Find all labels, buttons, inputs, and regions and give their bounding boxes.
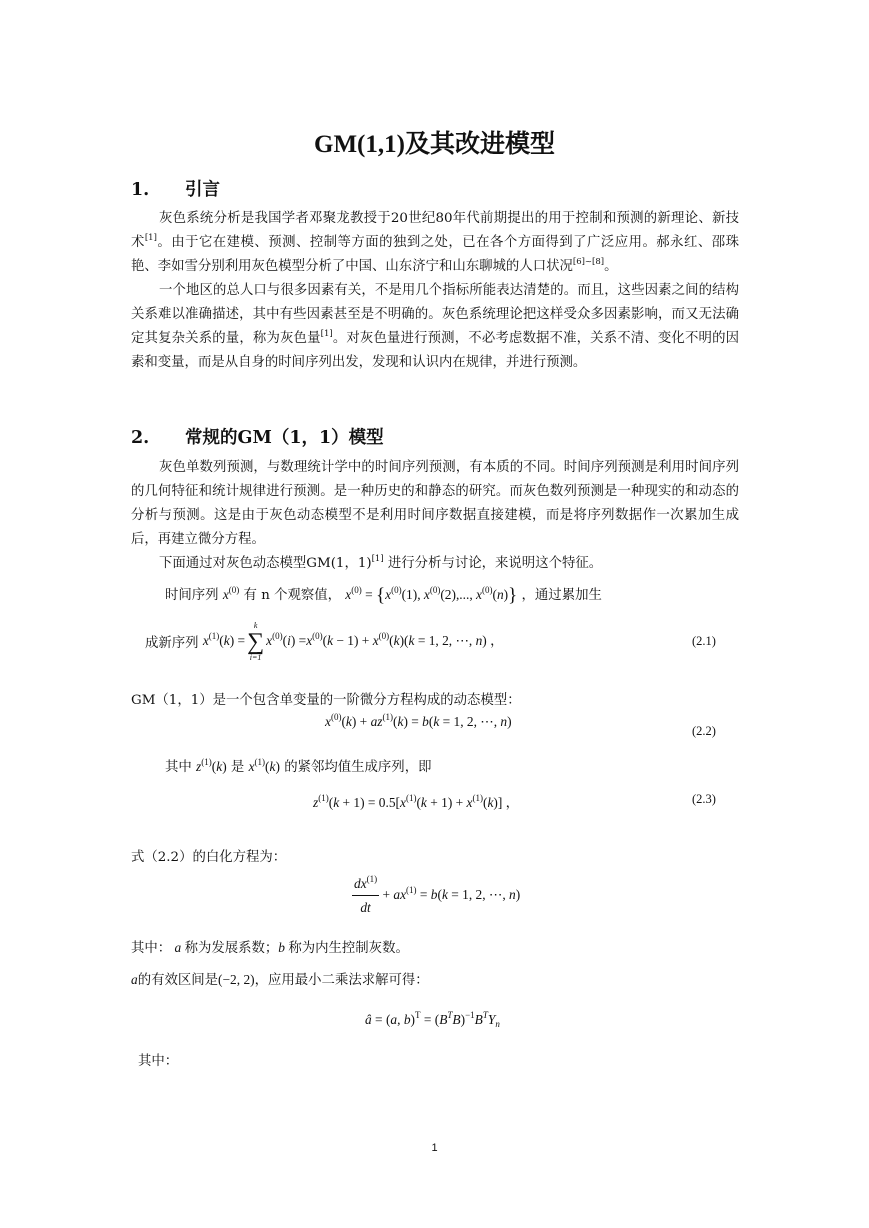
math-series-def: $x^{(0)} = \{x^{(0)}(1)$, $x^{(0)}(2)$,..., $x^{(0)}(n)$} [345,585,518,606]
citation: [1] [144,233,157,243]
page-title: GM(1,1)及其改进模型 [314,131,555,158]
section-title: 常规的GM（1，1）模型 [185,428,384,448]
whitening-description: 式（2.2）的白化方程为： [131,850,287,865]
citation: [1] [320,329,333,339]
least-squares-equation: â = (a, $b)^T = (B^TB)^{-1}B^TY_n$ [365,1010,500,1029]
section-number: 2. [131,428,150,448]
equation-2-1-line: 成新序列 $x^{(1)}(k)$ = k ∑ i=1 $x^{(0)}(i) =x^{(0)}(k - 1) + x^{(0)}(k)(k = 1$, 2, ⋯, n) ， [145,621,504,662]
gm-paragraph-2: 下面通过对灰色动态模型GM(1，1)[1] 进行分析与讨论，来说明这个特征。 [159,554,603,571]
citation: [1] [371,554,384,564]
range-line: a的有效区间是(−2, 2)，应用最小二乘法求解可得： [131,972,429,988]
whitening-equation: $\frac{dx^{(1)}}{dt}$ + $ax^{(1)} = b(k = 1$, 2, ⋯, n) [354,874,521,915]
intro-paragraphs [131,207,739,375]
intro-paragraph-1: 灰色系统分析是我国学者邓聚龙教授于20世纪80年代前期提出的用于控制和预测的新理论、新技术[1]。由于它在建模、预测、控制等方面的独到之处，已在各个方面得到了广泛应用。郝永红、邵珠艳、李如雪分别利用灰色模型分析了中国、山东济宁和山东聊城的人口状况[6]~[8]。 [131,211,739,274]
citation: [6]~[8] [572,257,605,267]
intro-paragraph-2: 一个地区的总人口与很多因素有关，不是用几个指标所能表达清楚的。而且，这些因素之间的结构关系难以准确描述，其中有些因素甚至是不明确的。灰色系统理论把这样受众多因素影响，而又无法确定其复杂关系的量，称为灰色量[1]。对灰色量进行预测，不必考虑数据不准，关系不清、变化不明的因素和变量，而是从自身的时间序列出发，发现和认识内在规律，并进行预测。 [131,283,740,370]
page-number: 1 [431,1142,438,1154]
z-definition-line: 其中 $z^{(1)}(k)$ 是 $x^{(1)}(k)$ 的紧邻均值生成序列，即 [165,757,432,775]
section-number: 1. [131,180,150,200]
section-heading-intro [131,176,220,201]
section-heading-gm [131,424,384,449]
math-accumulation: $x^{(1)}(k)$ = k ∑ i=1 $x^{(0)}(i) =x^{(0)}(k - 1) + x^{(0)}(k)(k = 1$, 2, ⋯, n) ， [202,621,504,662]
equation-2-3: $z^{(1)}(k + 1) = 0.5[x^{(1)}(k + 1) + x^{(1)}(k)]$ ， [313,793,520,810]
gm-paragraphs [131,456,739,576]
equation-2-2: $x^{(0)}(k) + az^{(1)}(k) = b(k = 1$, 2, ⋯, n) [325,712,512,729]
where-label: 其中： [138,1054,179,1069]
equation-number: (2.2) [692,724,716,738]
model-description: GM（1，1）是一个包含单变量的一阶微分方程构成的动态模型： [131,693,521,708]
gm-paragraph-1: 灰色单数列预测，与数理统计学中的时间序列预测，有本质的不同。时间序列预测是利用时间序列的几何特征和统计规律进行预测。是一种历史的和静态的研究。而灰色数列预测是一种现实的和动态的分析与预测。这是由于灰色动态模型不是利用时间序数据直接建模，而是将序列数据作一次累加生成后，再建立微分方程。 [131,460,739,547]
time-series-line: 时间序列 $x^{(0)}$ 有 n 个观察值， $x^{(0)} = \{x^{(0)}(1)$, $x^{(0)}(2)$,..., $x^{(0)}(n)$} ，通过累加生 [165,585,602,606]
equation-number: (2.1) [692,634,716,648]
math-x0: $x^{(0)}$ [222,585,240,602]
section-title: 引言 [185,180,220,200]
equation-number: (2.3) [692,792,716,806]
coefficients-line: 其中： a 称为发展系数；b 称为内生控制灰数。 [131,940,409,956]
